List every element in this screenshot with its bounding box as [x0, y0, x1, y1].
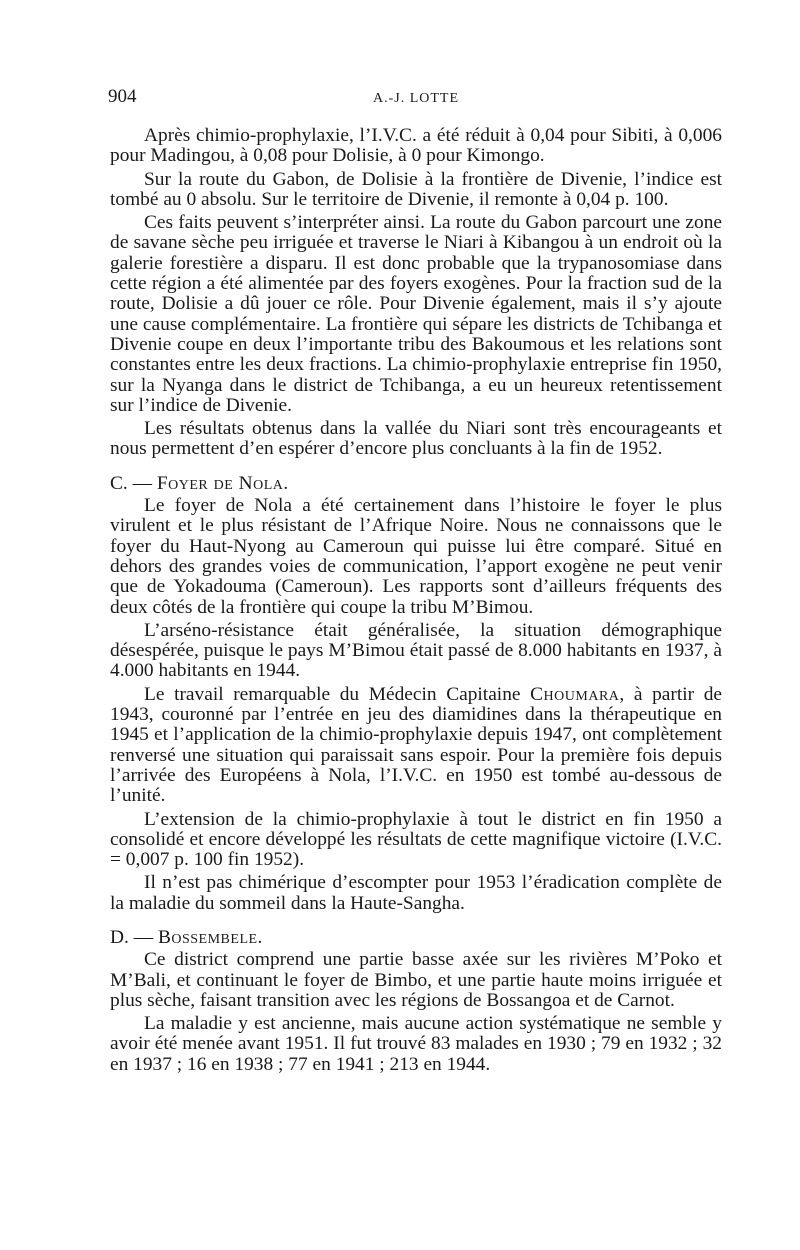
- paragraph-route-gabon: Sur la route du Gabon, de Dolisie à la frontière de Divenie, l’indice est tombé au 0 absolu. Sur le territoire de Divenie, il remonte à 0,04 p. 100.: [110, 168, 722, 210]
- paragraph-choumara: [110, 685, 722, 807]
- paragraph-niari-results: Les résultats obtenus dans la vallée du Niari sont très encourageants et nous permettent d’en espérer d’encore plus concluants à la fin de 1952.: [110, 418, 722, 460]
- section-c-prefix: C. —: [110, 472, 157, 494]
- page-number: 904: [108, 86, 137, 107]
- running-head: [110, 86, 722, 126]
- page: [110, 86, 722, 1078]
- running-head-author: A.-J. LOTTE: [372, 91, 460, 106]
- paragraph-sibiti: Après chimio-prophylaxie, l’I.V.C. a été réduit à 0,04 pour Sibiti, à 0,006 pour Madingou, à 0,08 pour Dolisie, à 0 pour Kimongo.: [110, 125, 722, 167]
- section-d-title: Bossembele.: [157, 926, 263, 948]
- choumara-text-after: , à partir de 1943, couronné par l’entrée en jeu des diamidines dans la thérapeutique en 1945 et l’application de la chimio-prophylaxie depuis 1947, ont complètement renversé une situation qui paraissait sans espoir. Pour la première fois depuis l’arrivée des Européens à Nola, l’I.V.C. en 1950 est tombé au-dessous de l’unité.: [110, 683, 723, 807]
- choumara-text-before: Le travail remarquable du Médecin Capitaine: [144, 683, 531, 705]
- paragraph-eradication: Il n’est pas chimérique d’escompter pour 1953 l’éradication complète de la maladie du sommeil dans la Haute-Sangha.: [110, 872, 722, 914]
- section-d-prefix: D. —: [110, 926, 158, 948]
- paragraph-bossembele-district: Ce district comprend une partie basse axée sur les rivières M’Poko et M’Bali, et continuant le foyer de Bimbo, et une partie haute moins irriguée et plus sèche, faisant transition avec les régions de Bossangoa et de Carnot.: [110, 949, 722, 1011]
- paragraph-nola-foyer: Le foyer de Nola a été certainement dans l’histoire le foyer le plus virulent et le plus résistant de l’Afrique Noire. Nous ne connaissons que le foyer du Haut-Nyong au Cameroun qui puisse lui être comparé. Situé en dehors des grandes voies de communication, l’apport exogène ne peut venir que de Yokadouma (Cameroun). Les rapports sont d’ailleurs fréquents des deux côtés de la frontière qui coupe la tribu M’Bimou.: [110, 495, 722, 618]
- paragraph-bossembele-history: La maladie y est ancienne, mais aucune action systématique ne semble y avoir été menée avant 1951. Il fut trouvé 83 malades en 1930 ; 79 en 1932 ; 32 en 1937 ; 16 en 1938 ; 77 en 1941 ; 213 en 1944.: [110, 1013, 722, 1075]
- section-heading-c: [110, 474, 722, 494]
- choumara-name: Choumara: [530, 683, 620, 705]
- section-c-title: Foyer de Nola.: [156, 472, 289, 494]
- paragraph-arseno-resistance: L’arséno-résistance était généralisée, la situation démographique désespérée, puisque le pays M’Bimou était passé de 8.000 habitants en 1937, à 4.000 habitants en 1944.: [110, 619, 722, 682]
- section-heading-d: [110, 928, 722, 948]
- paragraph-interpretation: Ces faits peuvent s’interpréter ainsi. La route du Gabon parcourt une zone de savane sèche peu irriguée et traverse le Niari à Kibangou à un endroit où la galerie forestière a disparu. Il est donc probable que la trypanosomiase dans cette région a été alimentée par des foyers exogènes. Pour la fraction sud de la route, Dolisie a dû jouer ce rôle. Pour Divenie également, mais il s’y ajoute une cause complémentaire. La frontière qui sépare les districts de Tchibanga et Divenie coupe en deux l’importante tribu des Bakoumous et les relations sont constantes entre les deux fractions. La chimio-prophylaxie entreprise fin 1950, sur la Nyanga dans le district de Tchibanga, a eu un heureux retentissement sur l’indice de Divenie.: [110, 212, 722, 416]
- paragraph-extension: L’extension de la chimio-prophylaxie à tout le district en fin 1950 a consolidé et encore développé les résultats de cette magnifique victoire (I.V.C. = 0,007 p. 100 fin 1952).: [110, 808, 722, 871]
